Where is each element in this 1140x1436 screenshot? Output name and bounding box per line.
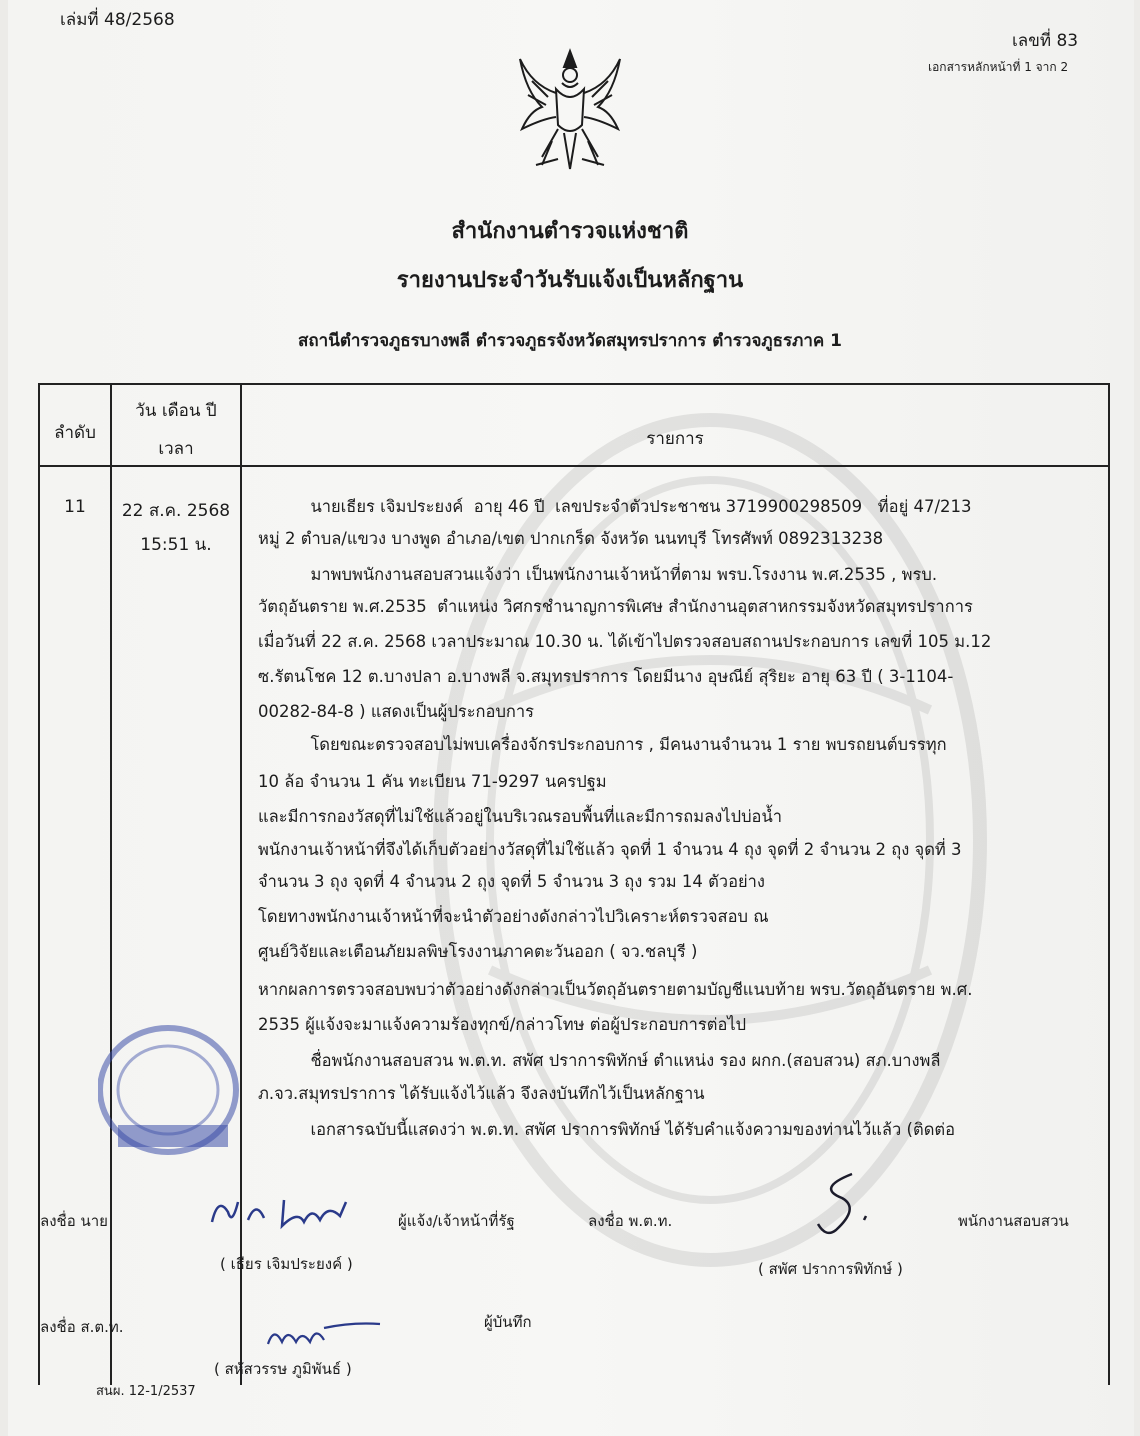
report-body-line: 10 ล้อ จำนวน 1 คัน ทะเบียน 71-9297 นครปฐม bbox=[258, 772, 607, 791]
report-body-line: 00282-84-8 ) แสดงเป็นผู้ประกอบการ bbox=[258, 702, 535, 721]
report-body-line: พนักงานเจ้าหน้าที่จึงได้เก็บตัวอย่างวัสดุที่ไม่ใช้แล้ว จุดที่ 1 จำนวน 4 ถุง จุดที่ 2 จำนวน 2 ถุง จุดที่ 3 bbox=[258, 840, 962, 859]
row-date: 22 ส.ค. 2568 bbox=[121, 501, 231, 521]
header-sequence: ลำดับ bbox=[54, 423, 96, 443]
officer-name: ( สพัศ ปราการพิทักษ์ ) bbox=[758, 1260, 903, 1278]
report-body-line: วัตถุอันตราย พ.ศ.2535 ตำแหน่ง วิศกรชำนาญการพิเศษ สำนักงานอุตสาหกรรมจังหวัดสมุทรปราการ bbox=[258, 597, 973, 616]
official-stamp bbox=[98, 1010, 258, 1160]
recorder-name: ( สหัสวรรษ ภูมิพันธ์ ) bbox=[214, 1360, 352, 1378]
report-body-line: โดยขณะตรวจสอบไม่พบเครื่องจักรประกอบการ , มีคนงานจำนวน 1 ราย พบรถยนต์บรรทุก bbox=[258, 735, 947, 754]
report-body-line: และมีการกองวัสดุที่ไม่ใช้แล้วอยู่ในบริเวณรอบพื้นที่และมีการถมลงไปบ่อน้ำ bbox=[258, 807, 783, 826]
page-info: เอกสารหลักหน้าที่ 1 จาก 2 bbox=[928, 60, 1069, 74]
agency-title: สำนักงานตำรวจแห่งชาติ bbox=[451, 219, 689, 244]
report-body-line: 2535 ผู้แจ้งจะมาแจ้งความร้องทุกข์/กล่าวโทษ ต่อผู้ประกอบการต่อไป bbox=[258, 1015, 747, 1034]
report-body-line: มาพบพนักงานสอบสวนแจ้งว่า เป็นพนักงานเจ้าหน้าที่ตาม พรบ.โรงงาน พ.ศ.2535 , พรบ. bbox=[258, 565, 938, 584]
recorder-role: ผู้บันทึก bbox=[484, 1313, 532, 1331]
report-body-line: นายเธียร เจิมประยงค์ อายุ 46 ปี เลขประจำตัวประชาชน 3719900298509 ที่อยู่ 47/213 bbox=[258, 497, 972, 516]
row-sequence: 11 bbox=[64, 497, 86, 517]
report-body-line: ศูนย์วิจัยและเตือนภัยมลพิษโรงงานภาคตะวันออก ( จว.ชลบุรี ) bbox=[258, 942, 698, 961]
report-body-line: ซ.รัตนโชค 12 ต.บางปลา อ.บางพลี จ.สมุทรปราการ โดยมีนาง อุษณีย์ สุริยะ อายุ 63 ปี ( 3-1104- bbox=[258, 667, 954, 686]
report-body-line: หากผลการตรวจสอบพบว่าตัวอย่างดังกล่าวเป็นวัตถุอันตรายตามบัญชีแนบท้าย พรบ.วัตถุอันตราย พ.ศ. bbox=[258, 980, 973, 999]
informant-signature bbox=[208, 1192, 358, 1232]
report-title: รายงานประจำวันรับแจ้งเป็นหลักฐาน bbox=[396, 268, 744, 293]
document-number: เลขที่ 83 bbox=[1012, 31, 1079, 51]
officer-role: พนักงานสอบสวน bbox=[958, 1212, 1069, 1230]
header-date: วัน เดือน ปี bbox=[135, 401, 217, 421]
garuda-emblem bbox=[512, 45, 628, 175]
report-body-line: จำนวน 3 ถุง จุดที่ 4 จำนวน 2 ถุง จุดที่ 5 จำนวน 3 ถุง รวม 14 ตัวอย่าง bbox=[258, 872, 765, 891]
report-body-line: ชื่อพนักงานสอบสวน พ.ต.ท. สพัศ ปราการพิทักษ์ ตำแหน่ง รอง ผกก.(สอบสวน) สภ.บางพลี bbox=[258, 1051, 941, 1070]
sign-name-label: ลงชื่อ นาย bbox=[40, 1212, 108, 1230]
sign-recorder-label: ลงชื่อ ส.ต.ท. bbox=[40, 1318, 124, 1336]
recorder-signature bbox=[262, 1318, 382, 1354]
report-body-line: เมื่อวันที่ 22 ส.ค. 2568 เวลาประมาณ 10.30 น. ได้เข้าไปตรวจสอบสถานประกอบการ เลขที่ 105 ม.12 bbox=[258, 632, 992, 651]
informant-name: ( เธียร เจิมประยงค์ ) bbox=[220, 1255, 353, 1273]
sign-officer-label: ลงชื่อ พ.ต.ท. bbox=[588, 1212, 673, 1230]
report-body-line: โดยทางพนักงานเจ้าหน้าที่จะนำตัวอย่างดังกล่าวไปวิเคราะห์ตรวจสอบ ณ bbox=[258, 907, 769, 926]
informant-role: ผู้แจ้ง/เจ้าหน้าที่รัฐ bbox=[398, 1212, 515, 1230]
station-subtitle: สถานีตำรวจภูธรบางพลี ตำรวจภูธรจังหวัดสมุทรปราการ ตำรวจภูธรภาค 1 bbox=[297, 331, 843, 351]
column-divider bbox=[240, 385, 242, 1385]
report-body-line: หมู่ 2 ตำบล/แขวง บางพูด อำเภอ/เขต ปากเกร็ด จังหวัด นนทบุรี โทรศัพท์ 0892313238 bbox=[258, 529, 884, 548]
form-code: สนผ. 12-1/2537 bbox=[96, 1384, 196, 1399]
book-number: เล่มที่ 48/2568 bbox=[60, 10, 175, 30]
row-time: 15:51 น. bbox=[140, 535, 212, 555]
header-time: เวลา bbox=[158, 439, 194, 459]
header-items: รายการ bbox=[646, 429, 704, 449]
report-body-line: เอกสารฉบับนี้แสดงว่า พ.ต.ท. สพัศ ปราการพิทักษ์ ได้รับคำแจ้งความของท่านไว้แล้ว (ติดต่อ bbox=[258, 1120, 956, 1139]
officer-signature bbox=[808, 1168, 888, 1240]
report-body-line: ภ.จว.สมุทรปราการ ได้รับแจ้งไว้แล้ว จึงลงบันทึกไว้เป็นหลักฐาน bbox=[258, 1084, 705, 1103]
header-divider bbox=[40, 465, 1108, 467]
